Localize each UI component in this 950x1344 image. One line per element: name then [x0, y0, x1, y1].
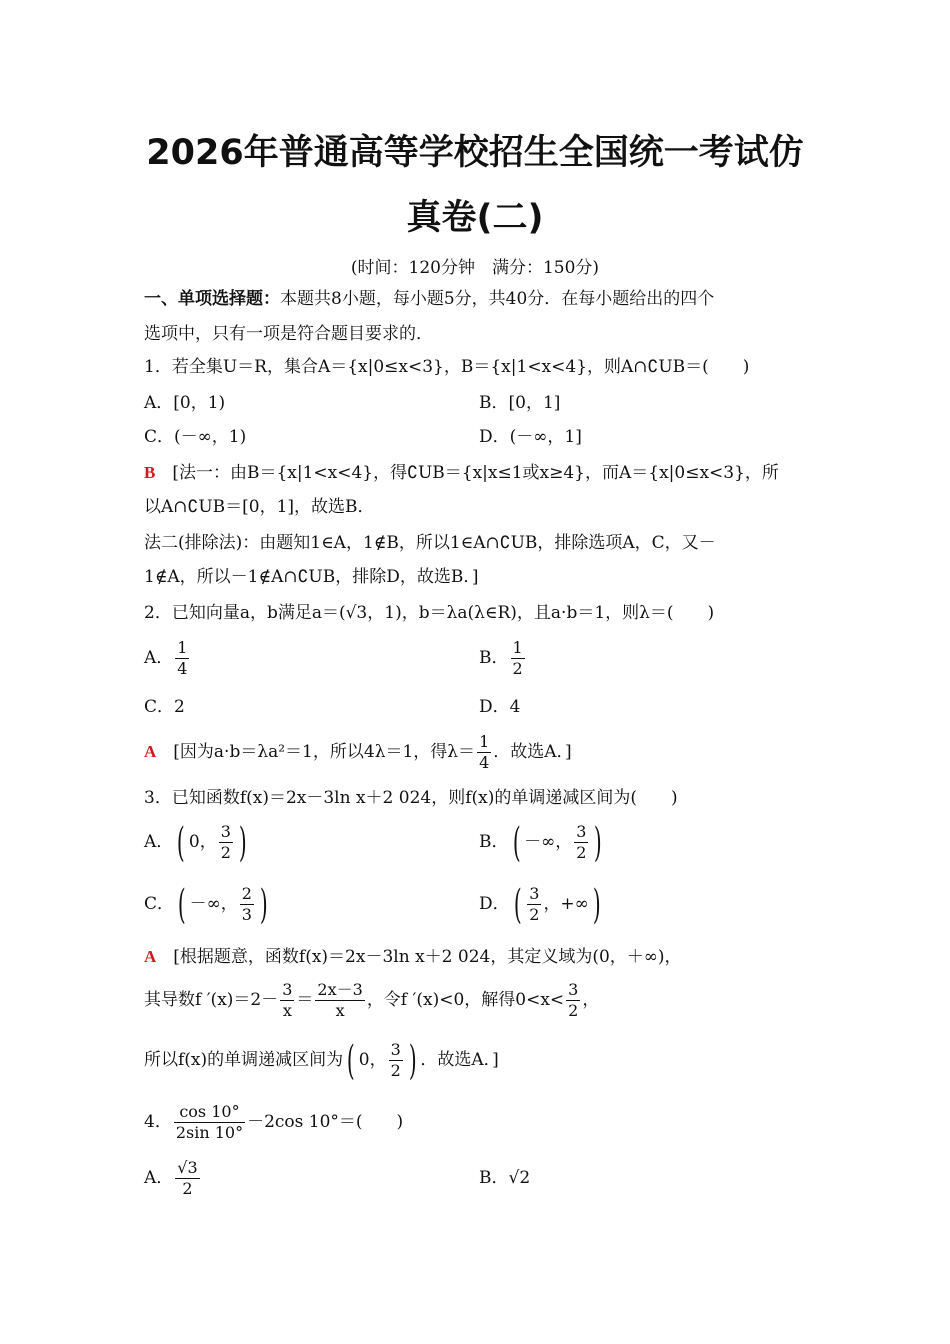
q4-num: cos 10° [174, 1102, 245, 1123]
q2-option-a [144, 638, 191, 679]
q3-c-left: －∞， [189, 894, 238, 914]
q1-sol1a-text: [法一：由B＝{x|1<x<4}，得∁UB＝{x|x≤1或x≥4}，而A＝{x|0≤x<3}，所 [172, 463, 779, 483]
q1-option-a: A．[0，1) [144, 393, 226, 413]
q4-fraction [174, 1102, 245, 1143]
q3-a-den: 2 [220, 843, 231, 862]
q2-b-fraction [511, 638, 525, 679]
q3-sol-c-den: 2 [390, 1061, 401, 1080]
q3-sol-b-mid: ，令f ′(x)<0，解得0<x< [366, 990, 565, 1010]
right-paren-icon: ) [259, 881, 268, 928]
exam-title-line2: 真卷(二) [406, 198, 544, 238]
q3-b-left: －∞， [524, 832, 573, 852]
q2-a-fraction [175, 638, 189, 679]
q3-a-label: A． [144, 832, 174, 852]
q4-option-a [144, 1158, 202, 1199]
q3-c-label: C． [144, 894, 175, 914]
q4-a-label: A． [144, 1168, 174, 1188]
q3-b-num: 3 [576, 822, 587, 841]
q4-label: 4． [144, 1112, 172, 1132]
q3-option-b [479, 819, 606, 866]
q1-answer: B [144, 463, 156, 482]
q3-b-den: 2 [576, 843, 587, 862]
q2-sol-pre: [因为a·b＝λa²＝1，所以4λ＝1，得λ＝ [173, 742, 476, 762]
q3-b-fraction [574, 822, 588, 863]
q3-sol-b-den3: 2 [568, 1001, 579, 1020]
q1-option-c: C．(－∞，1) [144, 427, 247, 447]
section-intro-a: 本题共8小题，每小题5分，共40分．在每小题给出的四个 [280, 289, 715, 309]
q3-solution-b [144, 980, 809, 1021]
left-paren-icon: ( [177, 819, 185, 866]
q3-sol-b-num3: 3 [568, 980, 579, 999]
left-paren-icon: ( [513, 881, 522, 928]
q3-sol-c-end: ．故选A．] [420, 1050, 499, 1070]
q3-sol-c-num: 3 [390, 1040, 401, 1059]
exam-title-line1: 2026年普通高等学校招生全国统一考试仿 [146, 133, 804, 173]
q3-c-fraction [240, 884, 254, 925]
q3-option-c [144, 881, 272, 928]
q3-d-num: 3 [529, 884, 540, 903]
q2-a-den: 4 [177, 659, 188, 678]
section-intro [144, 286, 809, 312]
q3-sol-b-fraction2 [315, 980, 364, 1021]
left-paren-icon: ( [512, 819, 521, 866]
q3-sol-c-left: 0， [358, 1050, 387, 1070]
q3-sol-b-fraction1 [280, 980, 294, 1021]
q2-sol-den: 4 [479, 753, 490, 772]
q3-a-fraction [219, 822, 233, 863]
q3-sol-b-den1: x [282, 1001, 292, 1020]
q2-a-num: 1 [177, 638, 188, 657]
q2-b-den: 2 [512, 659, 523, 678]
q1-option-d: D．(－∞，1] [479, 427, 582, 447]
q3-sol-b-num2: 2x－3 [317, 980, 363, 999]
section-heading: 一、单项选择题： [144, 289, 280, 309]
q1-solution-1a [144, 460, 809, 486]
q3-sol-c-fraction [389, 1040, 403, 1081]
right-paren-icon: ) [238, 819, 247, 866]
q1-option-b: B．[0，1] [479, 393, 561, 413]
q2-answer: A [144, 742, 157, 761]
q3-solution-c [144, 1037, 809, 1084]
q4-stem [144, 1102, 809, 1143]
right-paren-icon: ) [592, 881, 601, 928]
q3-solution-a [144, 944, 809, 970]
q2-option-c: C．2 [144, 697, 185, 717]
q3-sol-b-eq: ＝ [296, 990, 314, 1010]
left-paren-icon: ( [177, 881, 186, 928]
q2-option-b [479, 638, 527, 679]
q1-solution-2a: 法二(排除法)：由题知1∈A，1∉B，所以1∈A∩∁UB，排除选项A，C，又－ [144, 533, 716, 553]
q4-a-den: 2 [182, 1179, 193, 1198]
q3-sol-b-den2: x [335, 1001, 345, 1020]
q2-b-label: B． [479, 648, 509, 668]
q3-c-den: 3 [241, 905, 252, 924]
q4-stem-post: －2cos 10°＝( ) [247, 1112, 404, 1132]
q3-d-label: D． [479, 894, 510, 914]
q3-sol-b-end: ， [582, 990, 600, 1010]
q1-solution-1b: 以A∩∁UB＝[0，1]，故选B． [144, 497, 375, 517]
q3-sol-c-pre: 所以f(x)的单调递减区间为 [144, 1050, 344, 1070]
q4-a-fraction [175, 1158, 199, 1199]
q2-a-label: A． [144, 648, 174, 668]
q1-solution-2b: 1∉A，所以－1∉A∩∁UB，排除D，故选B．] [144, 567, 479, 587]
right-paren-icon: ) [408, 1037, 417, 1084]
q2-stem: 2．已知向量a，b满足a＝(√3，1)，b＝λa(λ∈R)，且a·b＝1，则λ＝( ) [144, 603, 715, 623]
q3-option-a [144, 819, 251, 866]
q3-sol-b-pre: 其导数f ′(x)＝2－ [144, 990, 279, 1010]
q2-solution [144, 732, 809, 773]
q2-option-d: D．4 [479, 697, 521, 717]
q3-d-den: 2 [529, 905, 540, 924]
q3-sol-b-fraction3 [566, 980, 580, 1021]
section-intro-b: 选项中，只有一项是符合题目要求的． [144, 324, 433, 344]
q3-d-right: ，+∞ [543, 894, 589, 914]
q3-a-left: 0， [188, 832, 217, 852]
q3-answer: A [144, 947, 157, 966]
right-paren-icon: ) [594, 819, 603, 866]
q3-d-fraction [527, 884, 541, 925]
q2-sol-fraction [477, 732, 491, 773]
q3-a-num: 3 [220, 822, 231, 841]
q3-option-d [479, 881, 604, 928]
q2-sol-num: 1 [479, 732, 490, 751]
exam-subtitle: (时间：120分钟 满分：150分) [350, 258, 600, 278]
q4-option-b: B．√2 [479, 1168, 531, 1188]
left-paren-icon: ( [347, 1037, 355, 1084]
q3-c-num: 2 [241, 884, 252, 903]
q4-den: 2sin 10° [175, 1123, 244, 1142]
q1-stem: 1．若全集U＝R，集合A＝{x|0≤x<3}，B＝{x|1<x<4}，则A∩∁UB＝( ) [144, 357, 750, 377]
q4-a-num: √3 [177, 1158, 198, 1177]
q2-sol-post: ．故选A．] [493, 742, 572, 762]
q3-sol-b-num1: 3 [282, 980, 293, 999]
q3-sol-a-text: [根据题意，函数f(x)＝2x－3ln x＋2 024，其定义域为(0，＋∞)， [173, 947, 682, 967]
q2-b-num: 1 [512, 638, 523, 657]
q3-b-label: B． [479, 832, 509, 852]
q3-stem: 3．已知函数f(x)＝2x－3ln x＋2 024，则f(x)的单调递减区间为( ) [144, 788, 678, 808]
